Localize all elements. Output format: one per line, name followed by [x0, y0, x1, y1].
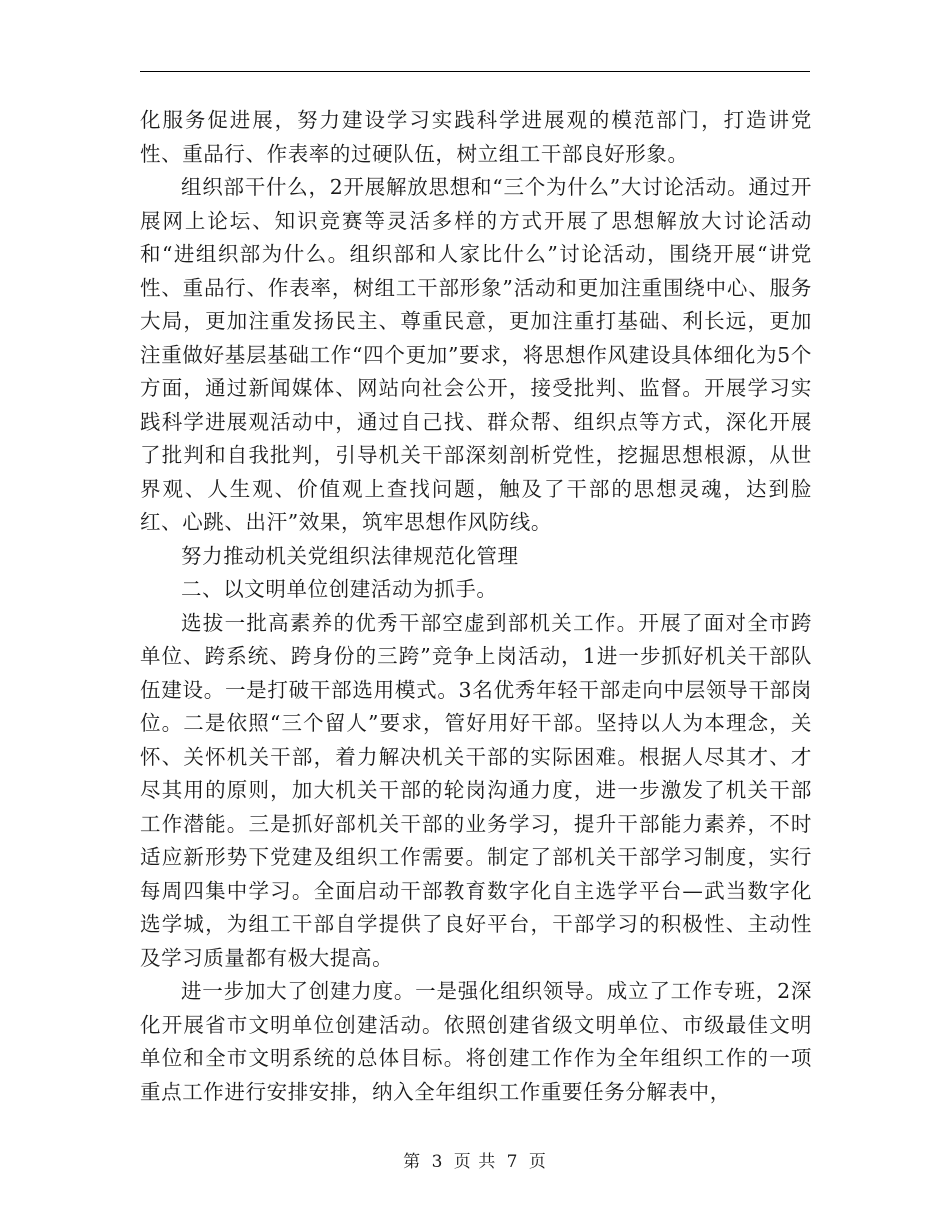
document-body	[140, 104, 812, 1109]
paragraph-4: 二、以文明单位创建活动为抓手。	[181, 577, 498, 601]
footer-prefix: 第	[403, 1152, 422, 1172]
page-footer	[0, 1147, 950, 1172]
paragraph-1: 化服务促进展，努力建设学习实践科学进展观的模范部门，打造讲党性、重品行、作表率的过硬队伍，树立组工干部良好形象。	[140, 108, 812, 166]
paragraph-3: 努力推动机关党组织法律规范化管理	[181, 543, 519, 568]
paragraph-5: 选拔一批高素养的优秀干部空虚到部机关工作。开展了面对全市跨单位、跨系统、跨身份的三跨”竞争上岗活动，1进一步抓好机关干部队伍建设。一是打破干部选用模式。3名优秀年轻干部走向中层领导干部岗位。二是依照“三个留人”要求，管好用好干部。坚持以人为本理念，关怀、关怀机关干部，着力解决机关干部的实际困难。根据人尽其才、才尽其用的原则，加大机关干部的轮岗沟通力度，进一步激发了机关干部工作潜能。三是抓好部机关干部的业务学习，提升干部能力素养，不时适应新形势下党建及组织工作需要。制定了部机关干部学习制度，实行每周四集中学习。全面启动干部教育数字化自主选学平台—武当数字化选学城，为组工干部自学提供了良好平台，干部学习的积极性、主动性及学习质量都有极大提高。	[140, 610, 812, 970]
footer-total-pages: 7	[506, 1152, 519, 1172]
paragraph-2: 组织部干什么，2开展解放思想和“三个为什么”大讨论活动。通过开展网上论坛、知识竞赛等灵活多样的方式开展了思想解放大讨论活动和“进组织部为什么。组织部和人家比什么”讨论活动，围绕开展“讲党性、重品行、作表率，树组工干部形象”活动和更加注重围绕中心、服务大局，更加注重发扬民主、尊重民意，更加注重打基础、利长远，更加注重做好基层基础工作“四个更加”要求，将思想作风建设具体细化为5个方面，通过新闻媒体、网站向社会公开，接受批判、监督。开展学习实践科学进展观活动中，通过自己找、群众帮、组织点等方式，深化开展了批判和自我批判，引导机关干部深刻剖析党性，挖掘思想根源，从世界观、人生观、价值观上查找问题，触及了干部的思想灵魂，达到脸红、心跳、出汗”效果，筑牢思想作风防线。	[140, 175, 812, 534]
paragraph-6: 进一步加大了创建力度。一是强化组织领导。成立了工作专班，2深化开展省市文明单位创建活动。依照创建省级文明单位、市级最佳文明单位和全市文明系统的总体目标。将创建工作作为全年组织工作的一项重点工作进行安排安排，纳入全年组织工作重要任务分解表中，	[140, 979, 812, 1104]
footer-middle: 页 共	[453, 1152, 497, 1172]
footer-suffix: 页	[528, 1152, 547, 1172]
footer-page-number: 3	[431, 1152, 444, 1172]
header-rule	[140, 71, 810, 72]
